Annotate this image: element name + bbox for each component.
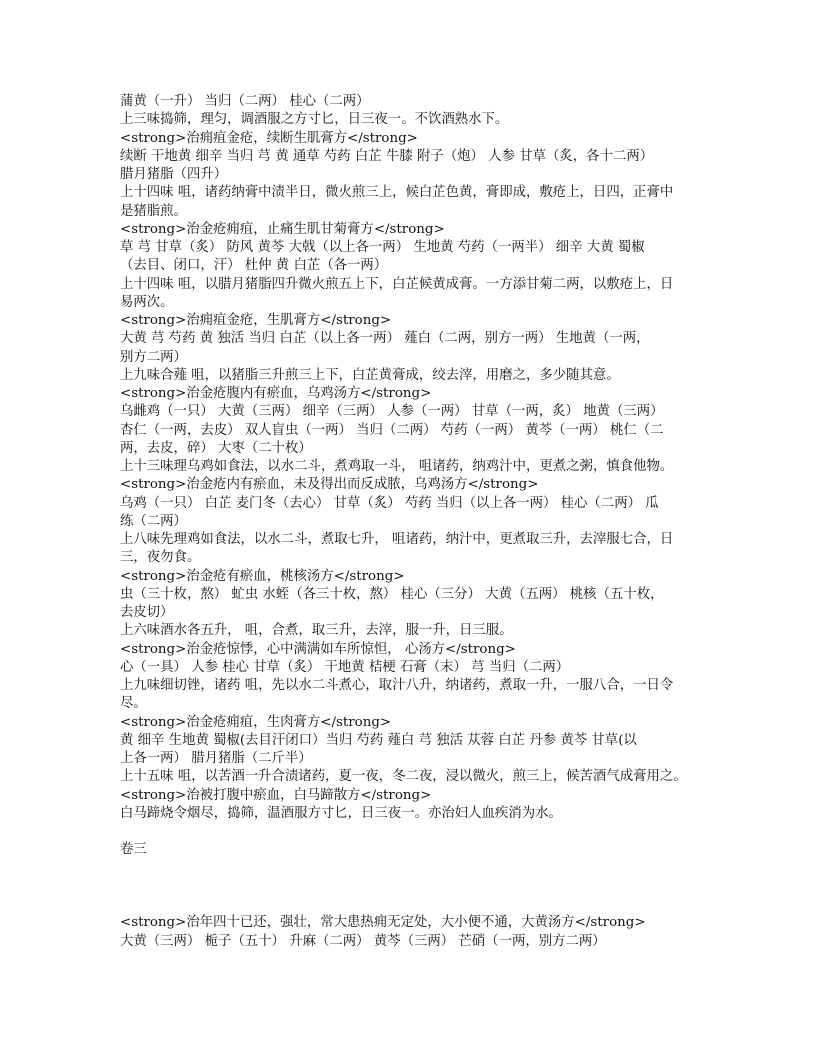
text-line: 两，去皮，碎） 大枣（二十枚） — [120, 440, 312, 456]
recipe-title-line: <strong>治金疮内有瘀血，未及得出而反成脓，乌鸡汤方</strong> — [120, 477, 539, 493]
text-line: 是猪脂煎。 — [120, 203, 187, 219]
text-line: 上九味合薤 咀，以猪脂三升煎三上下，白芷黄膏成，绞去滓，用磨之，多少随其意。 — [120, 367, 620, 383]
recipe-title-line: <strong>治痈疽金疮，续断生肌膏方</strong> — [120, 130, 418, 146]
text-line: 上八味先理鸡如食法，以水二斗，煮取七升， 咀诸药，纳汁中，更煮取三升，去滓服七合，日 — [120, 532, 674, 547]
text-line: 乌雌鸡（一只） 大黄（三两） 细辛（三两） 人参（一两） 甘草（一两，炙） 地黄（三两） — [120, 404, 664, 420]
volume-heading: 卷三 — [120, 842, 147, 858]
text-line: 乌鸡（一只） 白芷 麦门冬（去心） 甘草（炙） 芍药 当归（以上各一两） 桂心（二两） 瓜 — [120, 495, 659, 511]
recipe-title-line: <strong>治金疮痈疽，止痛生肌甘菊膏方</strong> — [120, 221, 445, 237]
text-line: 练（二两） — [120, 513, 187, 529]
text-line: 上三味捣筛，理匀，调酒服之方寸匕，日三夜一。不饮酒熟水下。 — [120, 112, 509, 128]
text-line: 上十四味 咀，以腊月猪脂四升微火煎五上下，白芷候黄成膏。一方添甘菊二两，以敷疮上，日 — [120, 276, 674, 292]
text-line: 草 芎 甘草（炙） 防风 黄芩 大戟（以上各一两） 生地黄 芍药（一两半） 细辛 大黄 蜀椒 — [120, 240, 645, 255]
text-line: （去目、闭口，汗） 杜仲 黄 白芷（各一两） — [120, 258, 388, 274]
text-line: 尽。 — [120, 696, 147, 712]
text-line: 上十三味理乌鸡如食法，以水二斗，煮鸡取一斗， 咀诸药，纳鸡汁中，更煮之粥，慎食他物。 — [120, 459, 674, 474]
recipe-title-line: <strong>治年四十已还，强壮，常大患热痈无定处，大小便不通，大黄汤方</strong> — [120, 915, 646, 931]
text-line: 上各一两） 腊月猪脂（二斤半） — [120, 751, 312, 766]
text-line: 上九味细切锉，诸药 咀，先以水二斗煮心，取汁八升，纳诸药，煮取一升，一服八合，一日令 — [120, 678, 674, 693]
text-line: 大黄（三两） 栀子（五十） 升麻（二两） 黄芩（三两） 芒硝（一两，别方二两） — [120, 933, 606, 949]
text-line: 杏仁（一两，去皮） 双人盲虫（一两） 当归（二两） 芍药（一两） 黄芩（一两） 桃仁（二 — [120, 422, 664, 438]
text-line: 心（一具） 人参 桂心 甘草（炙） 干地黄 桔梗 石膏（末） 芎 当归（二两） — [120, 659, 570, 675]
document-page — [120, 93, 710, 951]
recipe-title-line: <strong>治金疮腹内有瘀血，乌鸡汤方</strong> — [120, 386, 432, 401]
text-line: 大黄 芎 芍药 黄 独活 当归 白芷（以上各一两） 薤白（二两，别方一两） 生地黄（一两， — [120, 331, 650, 347]
text-line: 上十五味 咀，以苦酒一升合渍诸药，夏一夜，冬二夜，浸以微火，煎三上，候苦酒气成膏用之。 — [120, 769, 687, 785]
spacer — [120, 823, 710, 841]
text-line: 三，夜勿食。 — [120, 550, 201, 566]
text-line: 蒲黄（一升） 当归（二两） 桂心（二两） — [120, 94, 370, 109]
recipe-text-block-vol3 — [120, 914, 710, 951]
spacer — [120, 860, 710, 915]
text-line: 上十四味 咀，诸药纳膏中渍半日，微火煎三上，候白芷色黄，膏即成，敷疮上，日四，正膏中 — [120, 185, 674, 201]
recipe-title-line: <strong>治金疮痈疽，生肉膏方</strong> — [120, 714, 392, 730]
recipe-title-line: <strong>治金疮惊悸，心中满满如车所惊怛， 心汤方</strong> — [120, 641, 516, 657]
recipe-title-line: <strong>治被打腹中瘀血，白马蹄散方</strong> — [120, 787, 432, 803]
text-line: 上六味酒水各五升， 咀，合煮，取三升，去滓，服一升，日三服。 — [120, 623, 513, 639]
text-line: 白马蹄烧令烟尽，捣筛，温酒服方寸匕，日三夜一。亦治妇人血疾消为水。 — [120, 805, 562, 821]
text-line: 腊月猪脂（四升） — [120, 167, 228, 182]
recipe-title-line: <strong>治痈疽金疮，生肌膏方</strong> — [120, 313, 392, 328]
recipe-title-line: <strong>治金疮有瘀血，桃核汤方</strong> — [120, 568, 405, 584]
recipe-text-block — [120, 93, 710, 823]
text-line: 黄 细辛 生地黄 蜀椒(去目汗闭口）当归 芍药 薤白 芎 独活 苁蓉 白芷 丹参 黄芩 甘草(以 — [120, 732, 637, 748]
text-line: 别方二两） — [120, 349, 187, 365]
text-line: 续断 干地黄 细辛 当归 芎 黄 通草 芍药 白芷 牛膝 附子（炮） 人参 甘草（炙，各十二两） — [120, 148, 654, 164]
text-line: 虫（三十枚，熬） 虻虫 水蛭（各三十枚，熬） 桂心（三分） 大黄（五两） 桃核（五十枚， — [120, 586, 664, 602]
text-line: 易两次。 — [120, 294, 174, 310]
text-line: 去皮切） — [120, 605, 174, 620]
